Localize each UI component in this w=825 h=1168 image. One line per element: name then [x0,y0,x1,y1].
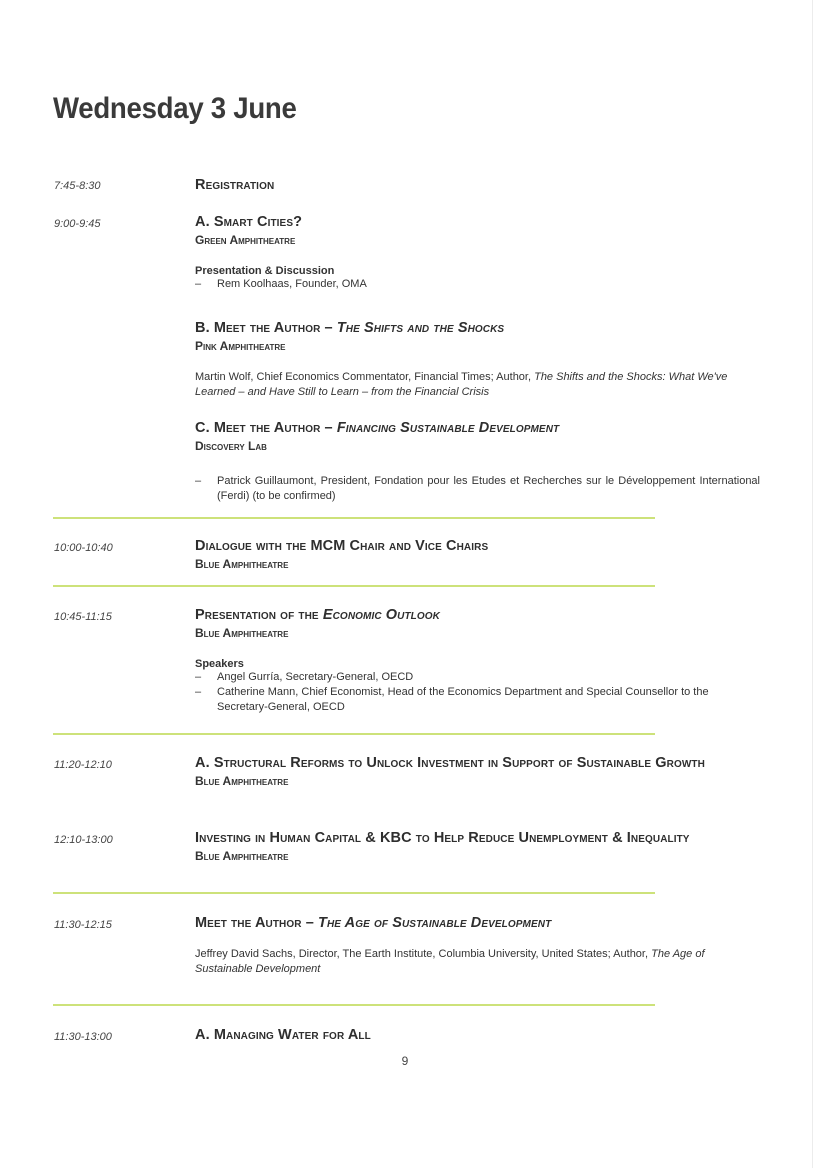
section-divider [53,585,655,587]
speaker-text: Patrick Guillaumont, President, Fondation pour les Etudes et Recherches sur le Développement International (Ferdi) (to be confirmed) [217,475,760,502]
session-outlook [195,605,760,715]
session-dialogue [195,536,760,572]
section-divider [53,733,655,735]
session-venue: Blue Amphitheatre [195,774,289,788]
session-smart-cities [195,212,760,292]
session-financing [195,418,760,504]
speaker-text: Rem Koolhaas, Founder, OMA [217,278,367,290]
session-venue: Pink Amphitheatre [195,339,286,353]
session-heading: Presentation of the Economic Outlook [195,607,440,623]
session-label: Speakers [195,658,244,670]
session-venue: Blue Amphitheatre [195,626,289,640]
page-title: Wednesday 3 June [53,92,297,125]
session-venue: Blue Amphitheatre [195,557,289,571]
session-heading: Registration [195,177,275,193]
time-smart-cities: 9:00-9:45 [54,218,101,230]
session-description: Martin Wolf, Chief Economics Commentator, Financial Times; Author, The Shifts and the Shocks: What We've Learned – and Have Still to Learn – from the Financial Crisis [195,371,728,398]
session-heading: C. Meet the Author – Financing Sustainable Development [195,420,560,436]
time-water: 11:30-13:00 [54,1031,112,1043]
session-venue: Green Amphitheatre [195,233,296,247]
time-structural: 11:20-12:10 [54,759,112,771]
session-heading: Meet the Author – The Age of Sustainable Development [195,915,552,931]
session-heading: A. Smart Cities? [195,214,303,230]
session-shifts-shocks [195,318,760,400]
section-divider [53,517,655,519]
page-number: 9 [401,1054,409,1068]
speaker-item: – Catherine Mann, Chief Economist, Head of the Economics Department and Special Counsellor to the Secretary-General, OECD [195,685,760,715]
session-heading: B. Meet the Author – The Shifts and the Shocks [195,320,505,336]
section-divider [53,892,655,894]
time-outlook: 10:45-11:15 [54,611,112,623]
session-registration [195,175,760,196]
session-venue: Discovery Lab [195,439,267,453]
speaker-item: – Angel Gurría, Secretary-General, OECD [195,671,414,683]
session-heading: A. Structural Reforms to Unlock Investment in Support of Sustainable Growth [195,755,705,771]
speaker-text: Angel Gurría, Secretary-General, OECD [217,671,414,683]
page-edge-line [812,0,813,1168]
session-water [195,1025,760,1046]
session-venue: Blue Amphitheatre [195,849,289,863]
time-human-capital: 12:10-13:00 [54,834,113,846]
session-heading: Dialogue with the MCM Chair and Vice Chairs [195,538,489,554]
speaker-item: – Patrick Guillaumont, President, Fondation pour les Etudes et Recherches sur le Développement International (Ferdi) (to be confirmed) [195,475,760,502]
session-label: Presentation & Discussion [195,265,335,277]
speaker-text: Catherine Mann, Chief Economist, Head of the Economics Department and Special Counsellor to the Secretary-General, OECD [217,686,709,713]
time-age-sustainable: 11:30-12:15 [54,919,112,931]
section-divider [53,1004,655,1006]
session-age-sustainable [195,913,760,977]
session-heading: Investing in Human Capital & KBC to Help Reduce Unemployment & Inequality [195,830,690,846]
speaker-item: – Rem Koolhaas, Founder, OMA [195,278,367,290]
session-structural [195,753,725,789]
session-human-capital [195,828,775,864]
session-heading: A. Managing Water for All [195,1027,371,1043]
time-registration: 7:45-8:30 [54,180,101,192]
time-dialogue: 10:00-10:40 [54,542,113,554]
session-description: Jeffrey David Sachs, Director, The Earth Institute, Columbia University, United States; Author, The Age of Sustainable Development [195,948,705,975]
